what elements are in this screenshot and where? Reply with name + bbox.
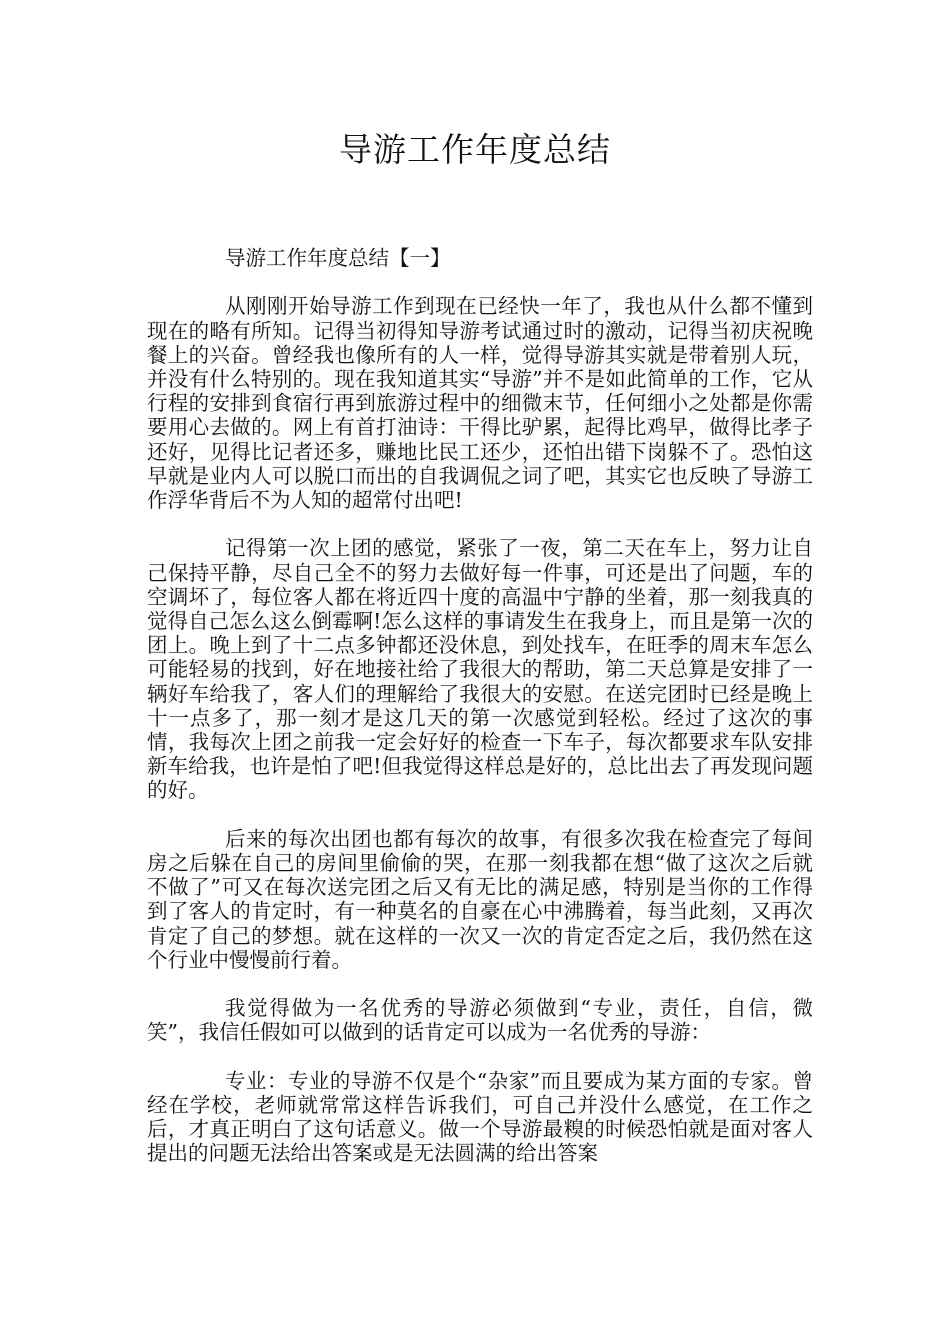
section-heading: 导游工作年度总结【一】 xyxy=(225,246,451,270)
document-body xyxy=(147,246,813,1166)
paragraph: 记得第一次上团的感觉，紧张了一夜，第二天在车上，努力让自己保持平静，尽自己全不的努力去做好每一件事，可还是出了问题，车的空调坏了，每位客人都在将近四十度的高温中宁静的坐着，那一刻我真的觉得自己怎么这么倒霉啊!怎么这样的事请发生在我身上，而且是第一次的团上。晚上到了十二点多钟都还没休息，到处找车，在旺季的周末车怎么可能轻易的找到，好在地接社给了我很大的帮助，第二天总算是安排了一辆好车给我了，客人们的理解给了我很大的安慰。在送完团时已经是晚上十一点多了，那一刻才是这几天的第一次感觉到轻松。经过了这次的事情，我每次上团之前我一定会好好的检查一下车子，每次都要求车队安排新车给我，也许是怕了吧!但我觉得这样总是好的，总比出去了再发现问题的好。 xyxy=(147,536,813,803)
document-title: 导游工作年度总结 xyxy=(339,130,611,169)
paragraph: 后来的每次出团也都有每次的故事，有很多次我在检查完了每间房之后躲在自己的房间里偷偷的哭，在那一刻我都在想“做了这次之后就不做了”可又在每次送完团之后又有无比的满足感，特别是当你的工作得到了客人的肯定时，有一种莫名的自豪在心中沸腾着，每当此刻，又再次肯定了自己的梦想。就在这样的一次又一次的肯定否定之后，我仍然在这个行业中慢慢前行着。 xyxy=(147,826,813,972)
paragraph: 专业：专业的导游不仅是个“杂家”而且要成为某方面的专家。曾经在学校，老师就常常这样告诉我们，可自己并没什么感觉，在工作之后，才真正明白了这句话意义。做一个导游最糗的时候恐怕就是面对客人提出的问题无法给出答案或是无法圆满的给出答案 xyxy=(147,1068,813,1166)
paragraph: 从刚刚开始导游工作到现在已经快一年了，我也从什么都不懂到现在的略有所知。记得当初得知导游考试通过时的激动，记得当初庆祝晚餐上的兴奋。曾经我也像所有的人一样，觉得导游其实就是带着别人玩，并没有什么特别的。现在我知道其实“导游”并不是如此简单的工作，它从行程的安排到食宿行再到旅游过程中的细微末节，任何细小之处都是你需要用心去做的。网上有首打油诗：干得比驴累，起得比鸡早，做得比孝子还好，见得比记者还多，赚地比民工还少，还怕出错下岗躲不了。恐怕这早就是业内人可以脱口而出的自我调侃之词了吧，其实它也反映了导游工作浮华背后不为人知的超常付出吧! xyxy=(147,294,813,513)
paragraph: 我觉得做为一名优秀的导游必须做到“专业，责任，自信，微笑”，我信任假如可以做到的话肯定可以成为一名优秀的导游： xyxy=(147,996,813,1045)
